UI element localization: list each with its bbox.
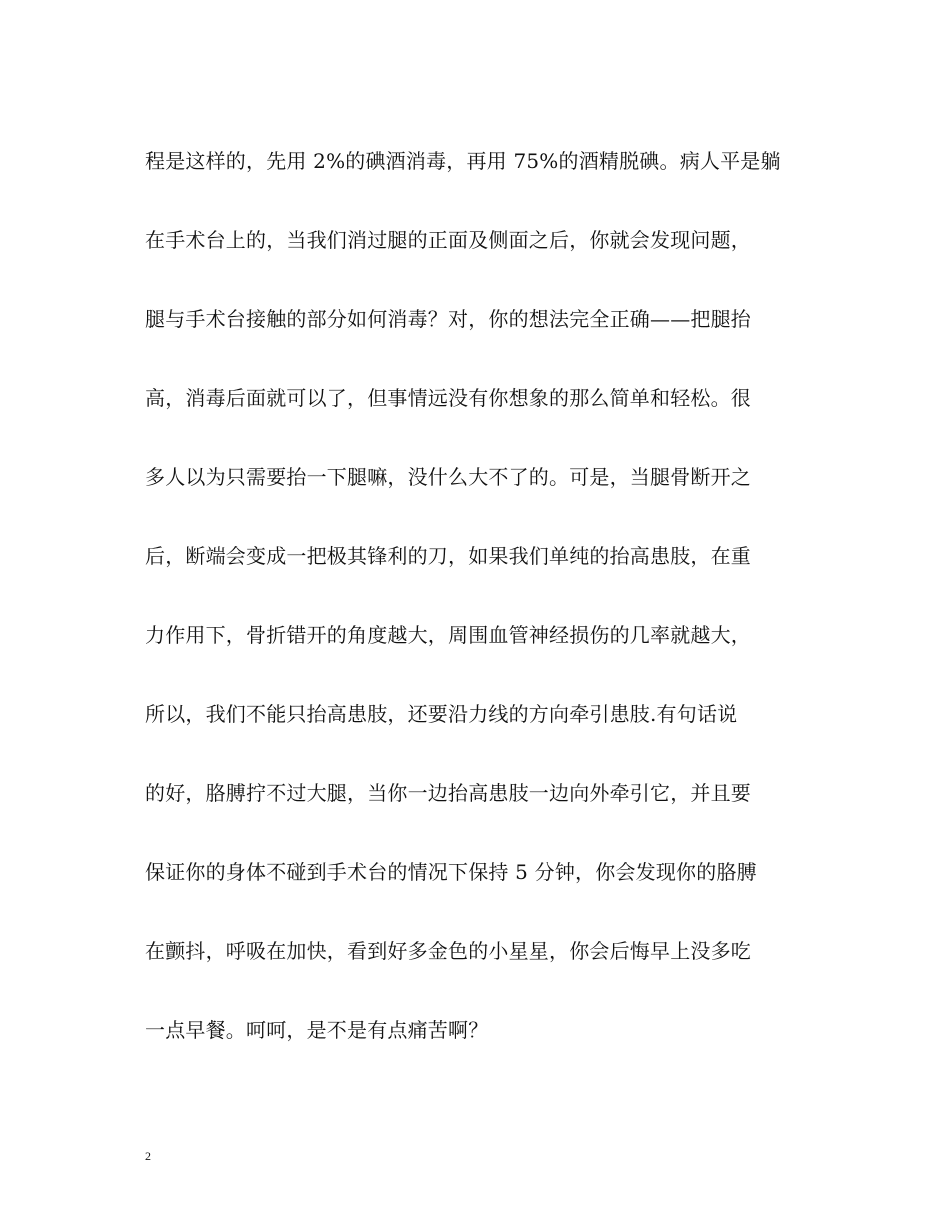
body-text-line-4: 高，消毒后面就可以了，但事情远没有你想象的那么简单和轻松。很 [145, 386, 751, 410]
body-text-line-7: 力作用下，骨折错开的角度越大，周围血管神经损伤的几率就越大， [145, 623, 751, 647]
body-text-line-3: 腿与手术台接触的部分如何消毒？对，你的想法完全正确——把腿抬 [145, 307, 751, 331]
body-text [145, 138, 805, 1054]
body-text-line-5: 多人以为只需要抬一下腿嘛，没什么大不了的。可是，当腿骨断开之 [145, 465, 751, 489]
body-text-line-10: 保证你的身体不碰到手术台的情况下保持 5 分钟，你会发现你的胳膊 [145, 860, 757, 884]
body-text-line-11: 在颤抖，呼吸在加快，看到好多金色的小星星，你会后悔早上没多吃 [145, 939, 751, 963]
body-text-line-8: 所以，我们不能只抬高患肢，还要沿力线的方向牵引患肢.有句话说 [145, 702, 738, 726]
body-text-line-12: 一点早餐。呵呵，是不是有点痛苦啊？ [145, 1018, 489, 1042]
body-text-line-6: 后，断端会变成一把极其锋利的刀，如果我们单纯的抬高患肢，在重 [145, 544, 751, 568]
page-number: 2 [145, 1149, 151, 1163]
body-text-line-1: 程是这样的，先用 2%的碘酒消毒，再用 75%的酒精脱碘。病人平是躺 [145, 149, 781, 173]
body-text-line-2: 在手术台上的，当我们消过腿的正面及侧面之后，你就会发现问题， [145, 228, 751, 252]
body-text-line-9: 的好，胳膊拧不过大腿，当你一边抬高患肢一边向外牵引它，并且要 [145, 781, 751, 805]
